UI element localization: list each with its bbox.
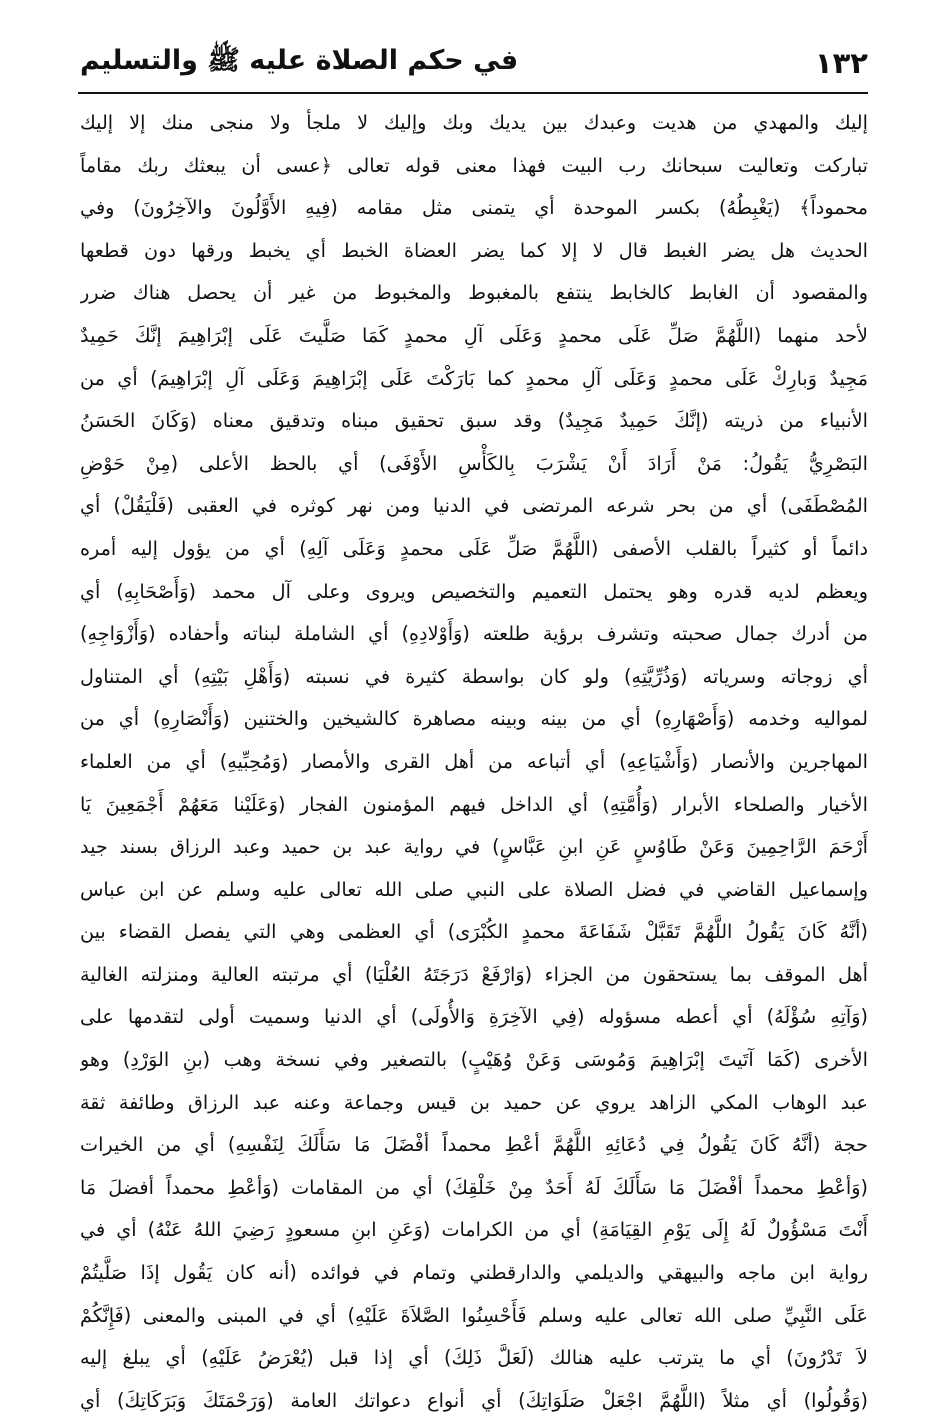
text-line: لأحد منهما (اللَّهُمَّ صَلِّ عَلَى محمدٍ وَعَلَى آلِ محمدٍ كَمَا صَلَّيتَ عَلَى إبْرَاهِيمَ إنَّكَ حَمِيدٌ [80, 323, 868, 347]
text-line: من أدرك جمال صحبته وتشرف برؤية طلعته (وَأَوْلادِهِ) أي الشاملة لبناته وأحفاده (وَأَزْوَاجِهِ) [80, 622, 868, 646]
running-header [80, 34, 868, 92]
text-line: الحديث هل يضر الغبط قال لا إلا كما يضر العضاة الخبط أي يخبط ورقها دون قطعها [80, 238, 868, 262]
text-line: محموداً﴾ (يَغْبِطُهُ) بكسر الموحدة أي يتمنى مثل مقامه (فِيهِ الأَوَّلُونَ والآخِرُونَ) وفي [80, 196, 868, 220]
text-line: تباركت وتعاليت سبحانك رب البيت فهذا معنى قوله تعالى ﴿عسى أن يبعثك ربك مقاماً [80, 153, 868, 177]
text-line: أَرْحَمَ الرَّاحِمِينَ وَعَنْ طَاوُسٍ عَنِ ابنِ عَبَّاسٍ) في رواية عبد بن حميد وعبد الرزاق بسند جيد [80, 835, 868, 859]
text-line: إليك والمهدي من هديت وعبدك بين يديك وبك وإليك لا ملجأ ولا منجى منك إلا إليك [80, 111, 868, 134]
text-line: الأنبياء من ذريته (إنَّكَ حَمِيدٌ مَجِيدٌ) وقد سبق تحقيق مبناه وتدقيق معناه (وَكَانَ الحَسَنُ [80, 409, 868, 433]
text-line: حجة (أنَّهُ كَانَ يَقُولُ فِي دُعَائِهِ اللَّهُمَّ أعْطِ محمداً أفْضَلَ مَا سَأَلَكَ لِنَفْسِهِ) أي من الخيرات [80, 1133, 868, 1157]
text-line: مَجِيدٌ وَبارِكْ عَلَى محمدٍ وَعَلَى آلِ محمدٍ كما بَارَكْتَ عَلَى إبْرَاهِيمَ وَعَلَى آلِ إبْرَاهِيمَ) أي من [80, 366, 868, 390]
text-line: أَنْتَ مَسْؤُولٌ لَهُ إِلَى يَوْمِ القِيَامَةِ) أي من الكرامات (وَعَنِ ابنِ مسعودٍ رَضِيَ اللهُ عَنْهُ) أي في [80, 1218, 868, 1242]
running-title: في حكم الصلاة عليه ﷺ والتسليم [80, 45, 519, 76]
text-line: البَصْرِيُّ يَقُولُ: مَنْ أَرَادَ أَنْ يَشْرَبَ بِالكَأْسِ الأَوْفَى) أي بالحظ الأعلى (مِنْ حَوْضِ [80, 451, 868, 475]
page-number: ١٣٢ [814, 46, 868, 80]
text-line: دائماً أو كثيراً بالقلب الأصفى (اللَّهُمَّ صَلِّ عَلَى محمدٍ وَعَلَى آلِهِ) أي من يؤول إليه أمره [80, 536, 868, 560]
text-line: وإسماعيل القاضي في فضل الصلاة على النبي صلى الله تعالى عليه وسلم عن ابن عباس [80, 877, 868, 901]
text-line: الأخيار والصلحاء الأبرار (وَأُمَّتِهِ) أي الداخل فيهم المؤمنون الفجار (وَعَلَيْنا مَعَهُمْ أَجْمَعِينَ يَا [80, 792, 868, 816]
text-line: أي زوجاته وسرياته (وَذُرِّيَّتِهِ) ولو كان بواسطة كثيرة في نسبته (وَأَهْلِ بَيْتِهِ) أي المتناول [80, 664, 868, 688]
text-line: عبد الوهاب المكي الزاهد يروي عن حميد بن قيس وجماعة وعنه عبد الرزاق وطائفة ثقة [80, 1090, 868, 1114]
text-line: المهاجرين والأنصار (وَأَشْيَاعِهِ) أي أتباعه من أهل القرى والأمصار (وَمُحِبِّيهِ) أي من العلماء [80, 749, 868, 773]
text-line: المُصْطَفَى) أي من بحر شرعه المرتضى في الدنيا ومن نهر كوثره في العقبى (فَلْيَقُلْ) أي [80, 494, 868, 518]
header-divider [78, 92, 868, 94]
text-line: (وَآتِهِ سُؤْلَهُ) أي أعطه مسؤوله (فِي الآخِرَةِ وَالأُولَى) أي الدنيا وسميت أولى لتقدمها على [80, 1005, 868, 1029]
text-line: لاَ تَدْرُونَ) أي ما يترتب عليه هنالك (لَعَلَّ ذَلِكَ) أي إذا قبل (يُعْرَضُ عَلَيْهِ) أي يبلغ إليه [80, 1346, 868, 1370]
body-text [80, 102, 868, 1422]
text-line: رواية ابن ماجه والبيهقي والديلمي والدارقطني وتمام في فوائده (أنه كان يَقُول إذَا صَلَّيتُمْ [80, 1261, 868, 1285]
text-line: (وَأعْطِ محمداً أفْضَلَ مَا سَأَلَكَ لَهُ أَحَدٌ مِنْ خَلْقِكَ) أي من المقامات (وَأعْطِ محمداً أفضلَ مَا [80, 1175, 868, 1199]
text-line: (وَقُولُوا) أي مثلاً (اللَّهُمَّ اجْعَلْ صَلَوَاتِكَ) أي أنواع دعواتك العامة (وَرَحْمَتَكَ وَبَرَكَاتِكَ) أي [80, 1388, 868, 1412]
text-line: أهل الموقف بما يستحقون من الجزاء (وَارْفَعْ دَرَجَتَهُ العُلْيَا) أي مرتبته العالية ومنزلته الغالية [80, 962, 868, 986]
text-line: الأخرى (كَمَا آتَيتَ إبْرَاهِيمَ وَمُوسَى وَعَنْ وُهَيْبٍ) بالتصغير وفي نسخة وهب (بنِ الوَرْدِ) وهو [80, 1048, 868, 1072]
text-line: (أنَّهُ كَانَ يَقُولُ اللَّهُمَّ تَقَبَّلْ شَفَاعَةَ محمدٍ الكُبْرَى) أي العظمى وهي التي يفصل القضاء بين [80, 920, 868, 944]
text-line: لمواليه وخدمه (وَأَصْهَارِهِ) أي من بينه وبينه مصاهرة كالشيخين والختنين (وَأَنْصَارِهِ) أي من [80, 707, 868, 731]
text-line: والمقصود أن الغابط كالخابط ينتفع بالمغبوط والمخبوط من غير أن يحصل هناك ضرر [80, 281, 868, 305]
text-line: ويعظم لديه قدره وهو يحتمل التعميم والتخصيص ويروى وعلى آل محمد (وَأَصْحَابِهِ) أي [80, 579, 868, 603]
text-line: عَلَى النَّبِيِّ صلى الله تعالى عليه وسلم فَأَحْسِنُوا الصَّلاَةَ عَلَيْهِ) أي في المبنى والمعنى (فَإِنَّكُمْ [80, 1303, 868, 1327]
